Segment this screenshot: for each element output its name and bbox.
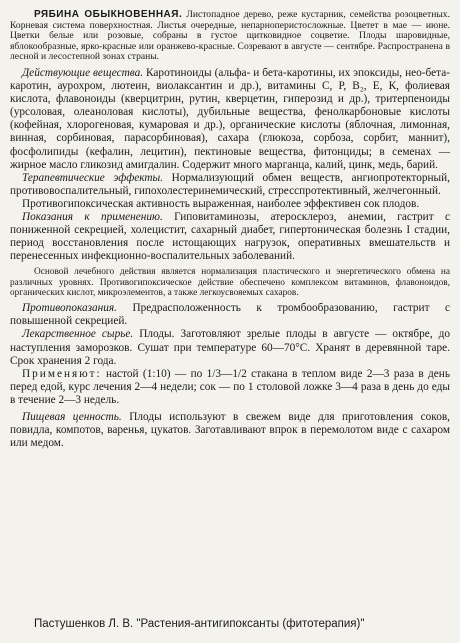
therapeutic-effects-label: Терапевтические эффекты. bbox=[22, 171, 164, 184]
active-substances-paragraph bbox=[10, 67, 450, 172]
active-substances-text: Каротиноиды (альфа- и бета-каротины, их эпоксиды, нео-бета-каротин, аурохром, лютеин, виолаксантин и др.), витамины С, Р, B₂, Е, К, фолиевая кислота, флавоноиды (кверцитрин, рутин, кверцетин, гиперозид и др.), тритерпеноиды (урсоловая, олеаноловая кислоты), дубильные вещества, фенолкарбоновые кислоты (кофейная, хлорогеновая, кумаровая и др.), органические кислоты (яблочная, лимонная, винная, сорбиновая, парасорбиновая), сахара (глюкоза, сорбоза, сорбит, маннит), фосфолипиды (кефалин, лецитин), пектиновые вещества, фитонциды; в семенах — жирное масло гликозид амигдалин. Содержит много марганца, калий, цинк, медь, барий. bbox=[10, 66, 450, 171]
contraindications-text: Предрасположенность к тромбообразованию, гастрит с повышенной секрецией. bbox=[10, 302, 450, 328]
contraindications-label: Противопоказания. bbox=[22, 302, 117, 315]
raw-material-paragraph bbox=[10, 328, 450, 367]
antihypoxic-paragraph: Противогипоксическая активность выраженная, наиболее эффективен сок плодов. bbox=[22, 197, 420, 210]
indications-label: Показания к применению. bbox=[22, 211, 163, 223]
food-value-paragraph bbox=[10, 411, 450, 450]
intro-text: Листопадное дерево, реже кустарник, семейства розоцветных. Корневая система поверхностная. Листья очередные, непарноперистосложные. Цветет в мае — июне. Цветки белые или розовые, собраны в густое щитковидное соцветие. Плоды шаровидные, яблокообразные, ярко-красные или оранжево-красные. Созревают в августе — сентябре. Распространена в лесной и лесостепной зонах страны. bbox=[10, 9, 451, 63]
raw-material-label: Лекарственное сырье. bbox=[22, 328, 134, 341]
raw-material-text: Плоды. Заготовляют зрелые плоды в августе — октябре, до наступления заморозков. Сушат при температуре 60—70°С. Хранят в деревянной таре. Срок хранения 2 года. bbox=[10, 328, 451, 367]
food-value-label: Пищевая ценность. bbox=[22, 411, 122, 424]
indications-text: Гиповитаминозы, атеросклероз, анемии, гастрит с пониженной секрецией, холецистит, сахарный диабет, гипертоническая болезнь I стадии, период восстановления после истощающих нагрузок, оперативных вмешательств и перенесенных инфекционно-воспалительных заболеваний. bbox=[10, 211, 450, 263]
intro-paragraph bbox=[10, 10, 450, 63]
plant-heading: РЯБИНА ОБЫКНОВЕННАЯ. bbox=[34, 9, 183, 20]
food-value-text: Плоды используют в свежем виде для приготовления соков, повидла, компотов, варенья, цукатов. Заготавливают впрок в перемолотом виде с сахаром или медом. bbox=[10, 411, 450, 450]
active-substances-label: Действующие вещества. bbox=[22, 66, 144, 79]
therapeutic-effects-text: Нормализующий обмен веществ, ангиопротекторный, противовоспалительный, гипохолестеринемический, стресспротективный, желчегонный. bbox=[10, 171, 450, 197]
application-label: Применяют: bbox=[22, 367, 102, 380]
source-citation: Пастушенков Л. В. "Растения-антигипоксанты (фитотерапия)" bbox=[34, 618, 365, 630]
application-paragraph bbox=[10, 368, 450, 407]
contraindications-paragraph bbox=[10, 302, 450, 328]
application-text: настой (1:10) — по 1/3—1/2 стакана в теплом виде 2—3 раза в день перед едой, курс лечения 2—4 недели; сок — по 1 столовой ложке 3—4 раза в день до еды в течение 2—3 недель. bbox=[10, 367, 450, 406]
mechanism-note: Основой лечебного действия является нормализация пластического и энергетического обмена на различных уровнях. Противогипоксическое действие обеспечено комплексом витаминов, флавоноидов, органических кислот, микроэлементов, а также легкоусвояемых сахаров. bbox=[10, 267, 450, 298]
therapeutic-effects-paragraph bbox=[10, 172, 450, 198]
indications-paragraph bbox=[10, 211, 450, 263]
